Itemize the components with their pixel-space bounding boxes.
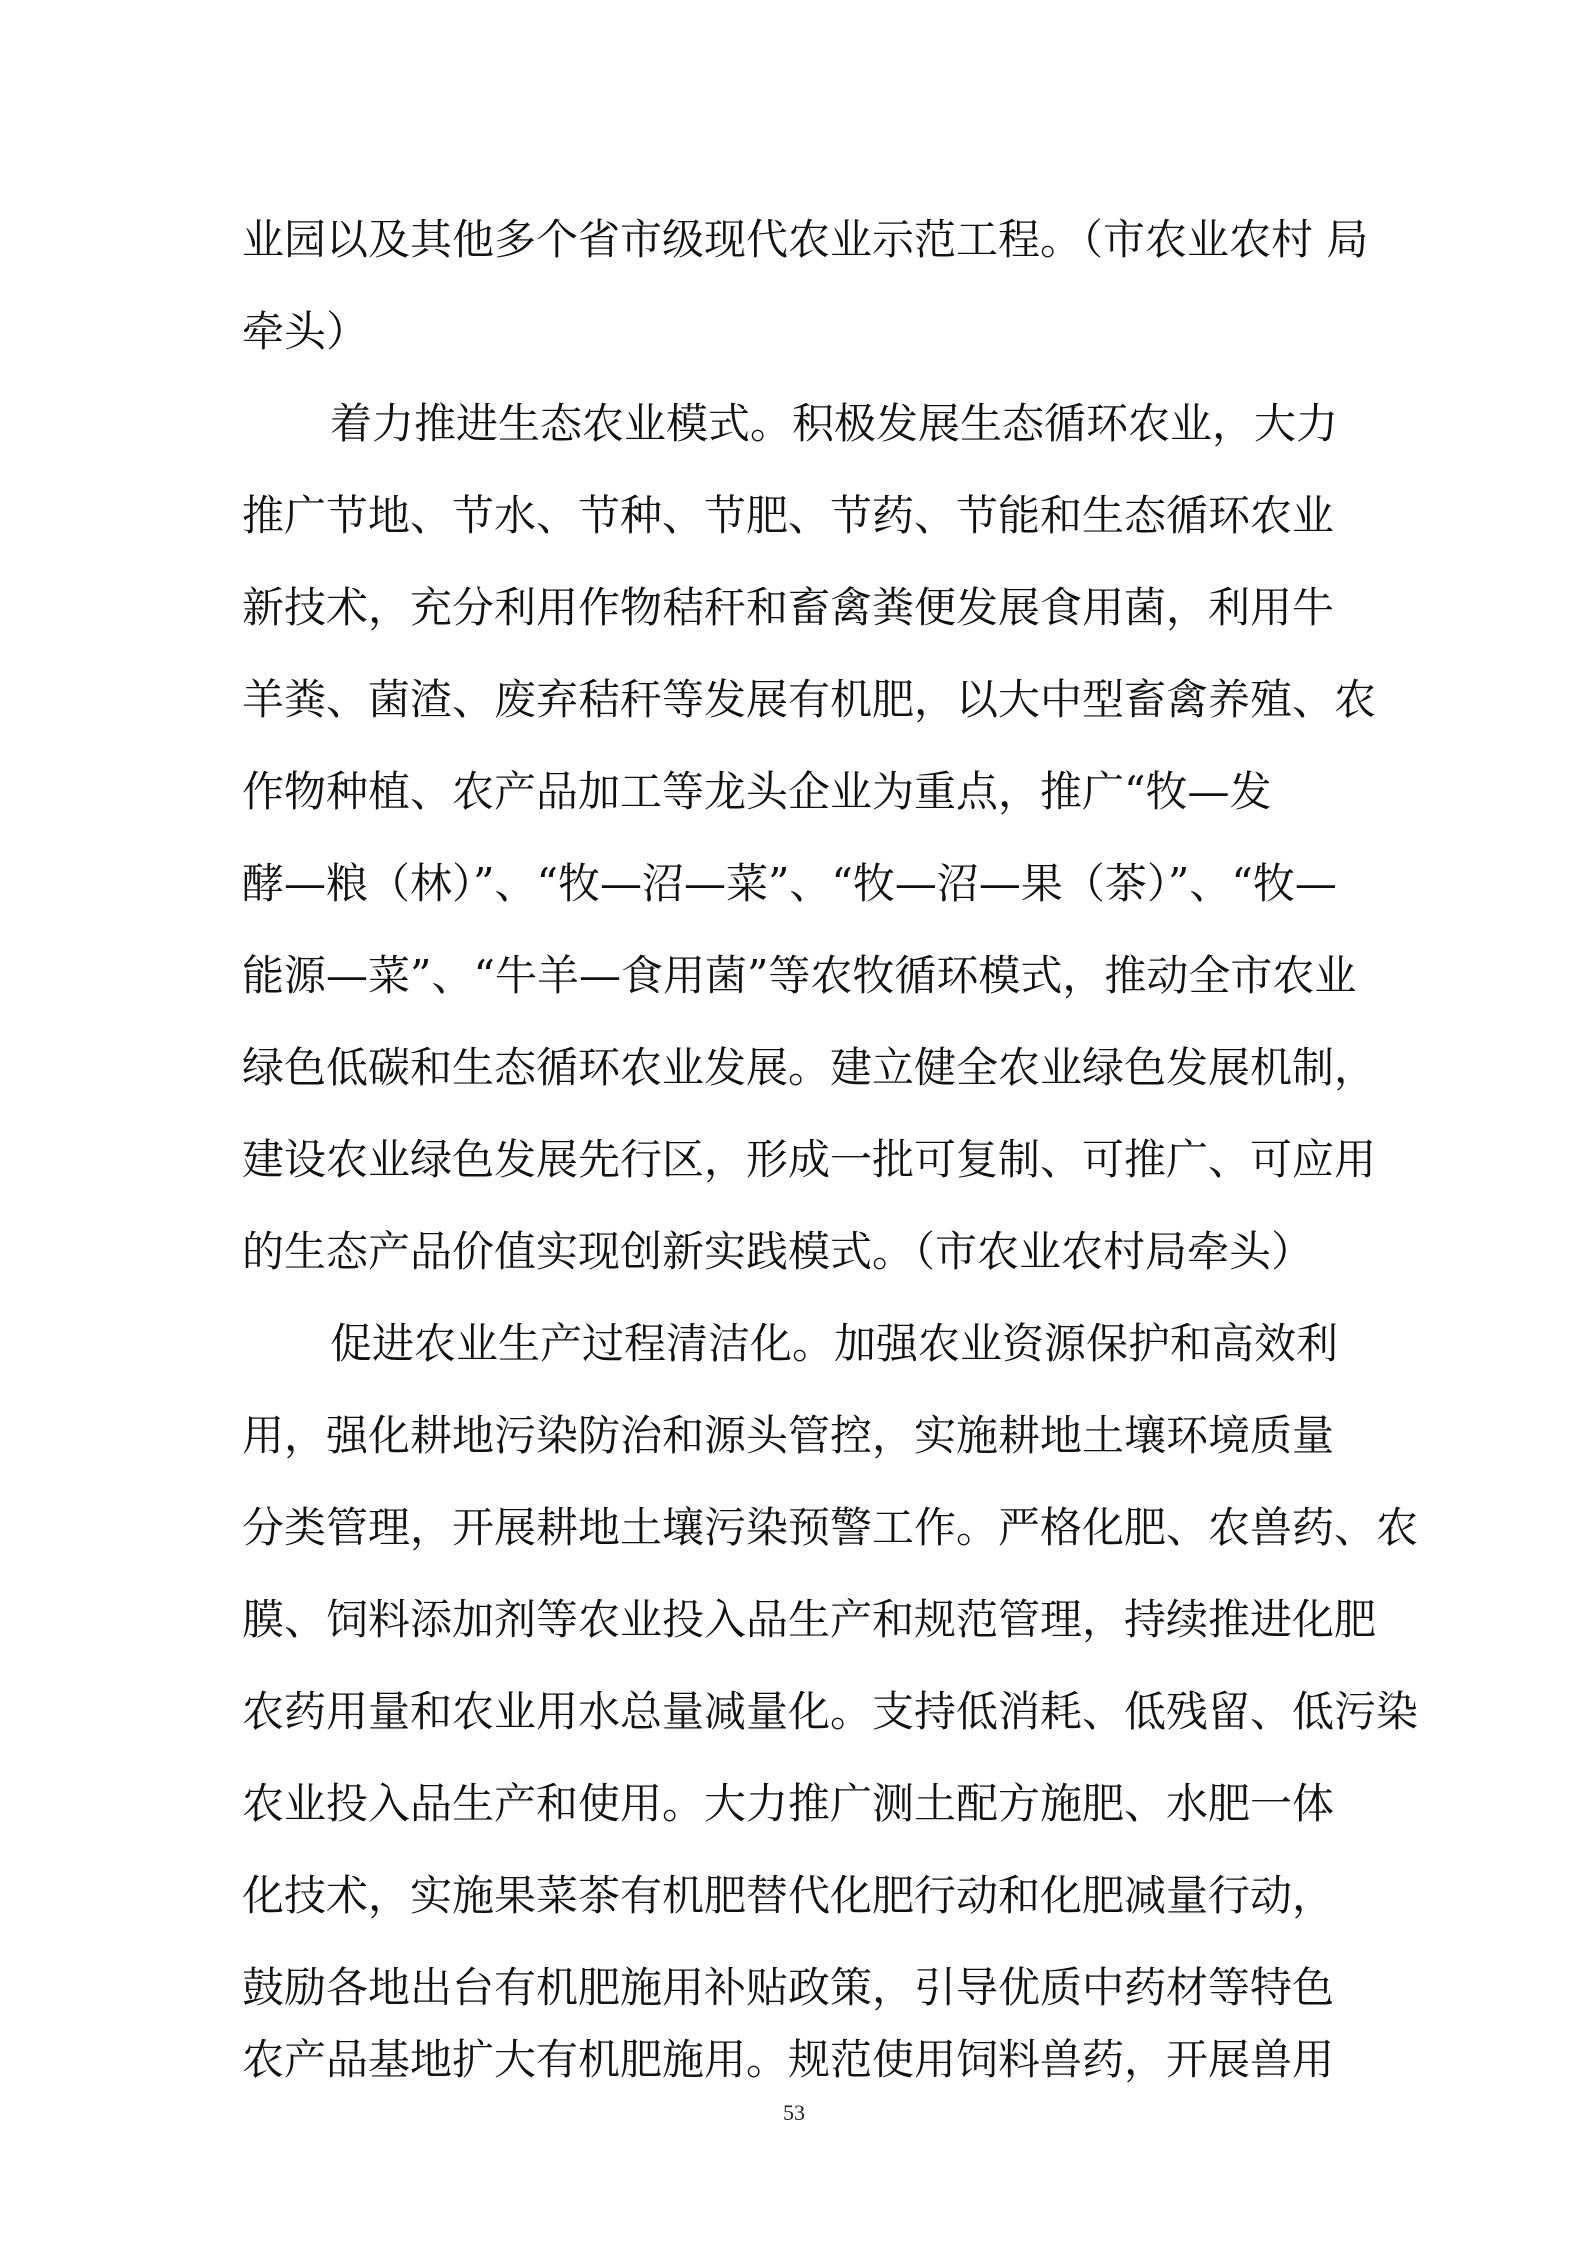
text-line: 酵—粮（林）”、“牧—沼—菜”、“牧—沼—果（茶）”、“牧—	[242, 859, 1337, 908]
text-line: 用，强化耕地污染防治和源头管控，实施耕地土壤环境质量	[242, 1411, 1335, 1460]
page-number: 53	[783, 2100, 805, 2125]
text-line: 能源—菜”、“牛羊—食用菌”等农牧循环模式，推动全市农业	[242, 951, 1357, 1000]
text-line: 农产品基地扩大有机肥施用。规范使用饲料兽药，开展兽用	[242, 2035, 1335, 2084]
text-line: 鼓励各地出台有机肥施用补贴政策，引导优质中药材等特色	[242, 1963, 1335, 2012]
text-line: 牵头）	[242, 307, 369, 356]
paragraph-start-line: 促进农业生产过程清洁化。加强农业资源保护和高效利	[330, 1319, 1339, 1368]
text-line: 分类管理，开展耕地土壤污染预警工作。严格化肥、农兽药、农	[242, 1503, 1419, 1552]
text-line: 羊粪、菌渣、废弃秸秆等发展有机肥，以大中型畜禽养殖、农	[242, 675, 1377, 724]
text-line: 农业投入品生产和使用。大力推广测土配方施肥、水肥一体	[242, 1779, 1335, 1828]
text-line: 建设农业绿色发展先行区，形成一批可复制、可推广、可应用	[242, 1135, 1377, 1184]
text-line: 新技术，充分利用作物秸秆和畜禽粪便发展食用菌，利用牛	[242, 583, 1335, 632]
text-line: 绿色低碳和生态循环农业发展。建立健全农业绿色发展机制，	[242, 1043, 1377, 1092]
text-line: 的生态产品价值实现创新实践模式。（市农业农村局牵头）	[242, 1227, 1314, 1276]
text-line: 农药用量和农业用水总量减量化。支持低消耗、低残留、低污染	[242, 1687, 1419, 1736]
text-line: 化技术，实施果菜茶有机肥替代化肥行动和化肥减量行动，	[242, 1871, 1335, 1920]
text-line: 业园以及其他多个省市级现代农业示范工程。（市农业农村 局	[242, 215, 1369, 264]
text-line: 推广节地、节水、节种、节肥、节药、节能和生态循环农业	[242, 491, 1335, 540]
text-line: 作物种植、农产品加工等龙头企业为重点，推广“牧—发	[242, 767, 1272, 816]
paragraph-start-line: 着力推进生态农业模式。积极发展生态循环农业，大力	[330, 399, 1339, 448]
text-line: 膜、饲料添加剂等农业投入品生产和规范管理，持续推进化肥	[242, 1595, 1377, 1644]
